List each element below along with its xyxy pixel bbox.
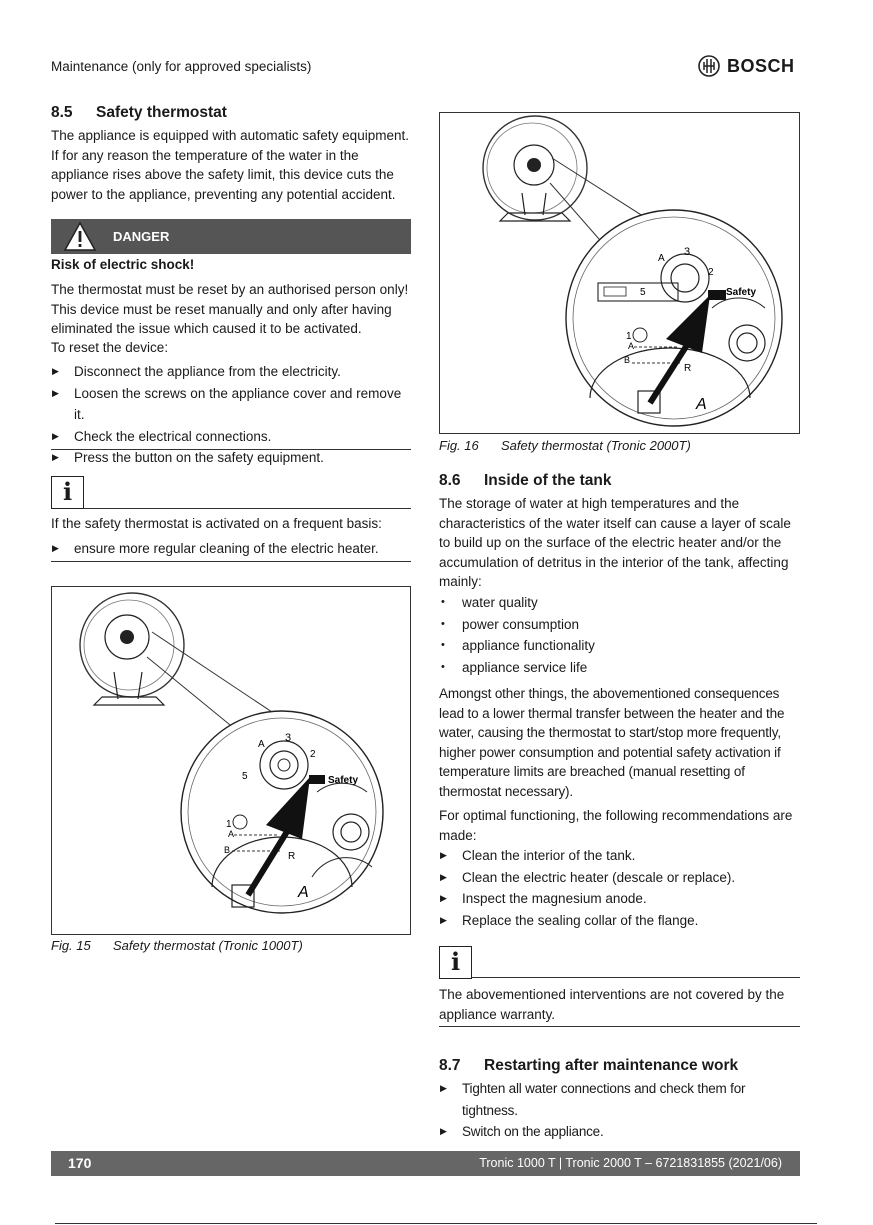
list-item: ▶ Inspect the magnesium anode. bbox=[439, 888, 800, 910]
warning-triangle-icon bbox=[63, 221, 97, 252]
fig15-label-b: B bbox=[224, 845, 231, 855]
list-item: ▶ Clean the electric heater (descale or replace). bbox=[439, 867, 800, 889]
thermostat-illustration-2000t bbox=[440, 113, 799, 433]
divider bbox=[472, 977, 800, 978]
section-8-5-intro: The appliance is equipped with automatic safety equipment. If for any reason the temperature of the water in the appliance rises above the safety limit, this device cuts the power to the appliance, preventing any potential accident. bbox=[51, 128, 409, 202]
fig15-label-2: 2 bbox=[310, 749, 316, 760]
fig15-label-a-big: A bbox=[298, 884, 309, 901]
list-item: ▶ Press the button on the safety equipment. bbox=[51, 447, 411, 469]
list-item: ▶ Loosen the screws on the appliance cover and remove it. bbox=[51, 383, 411, 426]
fig16-label-r: R bbox=[684, 363, 692, 374]
danger-banner bbox=[51, 219, 411, 254]
list-item: ▶ Tighten all water connections and check them for tightness. bbox=[439, 1078, 800, 1121]
page-footer bbox=[51, 1151, 800, 1176]
fig16-label-a-big: A bbox=[696, 396, 707, 413]
figure-15 bbox=[51, 586, 411, 935]
section-8-6-intro: The storage of water at high temperatures and the characteristics of the water itself can cause a layer of scale to build up on the surface of the electric heater and/or the accumulation of detritus in the interior of the tank, affecting mainly: bbox=[439, 496, 791, 589]
restart-steps bbox=[439, 1078, 800, 1143]
reset-intro: To reset the device: bbox=[51, 340, 169, 355]
fig16-label-a-wire: A bbox=[628, 341, 635, 351]
fig15-label-3: 3 bbox=[285, 732, 292, 744]
list-item: ▶ Disconnect the appliance from the electricity. bbox=[51, 361, 411, 383]
info-steps-8-5 bbox=[51, 538, 411, 560]
divider bbox=[84, 508, 411, 509]
divider bbox=[51, 561, 411, 562]
header-title: Maintenance (only for approved specialists) bbox=[51, 59, 312, 74]
list-item: ▶ Switch on the appliance. bbox=[439, 1121, 800, 1143]
fig15-label-safety: Safety bbox=[328, 775, 359, 786]
info-text-8-5: If the safety thermostat is activated on a frequent basis: bbox=[51, 516, 382, 531]
fig15-label-a-small: A bbox=[258, 739, 265, 750]
fig16-label-a-small: A bbox=[658, 253, 665, 264]
section-heading-8-7: 8.7 Restarting after maintenance work bbox=[439, 1057, 739, 1074]
document-reference: Tronic 1000 T | Tronic 2000 T – 6721831855 (2021/06) bbox=[479, 1156, 782, 1170]
bottom-divider bbox=[55, 1223, 817, 1224]
fig15-label-5: 5 bbox=[242, 771, 248, 782]
warning-text: The thermostat must be reset by an authorised person only! This device must be reset manually and only after having eliminated the issue which caused it to be activated. bbox=[51, 282, 409, 336]
list-item: • water quality bbox=[439, 592, 800, 614]
fig16-label-5: 5 bbox=[640, 287, 646, 298]
fig16-label-1: 1 bbox=[626, 331, 632, 342]
section-heading-8-5: 8.5 Safety thermostat bbox=[51, 104, 227, 121]
divider bbox=[51, 449, 411, 450]
list-item: ▶ Check the electrical connections. bbox=[51, 426, 411, 448]
affected-list bbox=[439, 592, 800, 678]
danger-label: DANGER bbox=[113, 229, 170, 244]
list-item: ▶ ensure more regular cleaning of the electric heater. bbox=[51, 538, 411, 560]
recommendations-intro: For optimal functioning, the following recommendations are made: bbox=[439, 808, 793, 843]
section-heading-8-6: 8.6 Inside of the tank bbox=[439, 472, 612, 489]
fig16-label-safety: Safety bbox=[726, 287, 757, 298]
info-icon: i bbox=[439, 946, 472, 979]
list-item: ▶ Replace the sealing collar of the flange. bbox=[439, 910, 800, 932]
list-item: • power consumption bbox=[439, 614, 800, 636]
warranty-note: The abovementioned interventions are not covered by the appliance warranty. bbox=[439, 987, 785, 1022]
consequences-text: Amongst other things, the abovementioned consequences lead to a lower thermal transfer between the heater and the water, causing the thermostat to start/stop more frequently, higher power consumption and potential safety activation if temperature limits are breached (manual resetting of thermostat necessary). bbox=[439, 686, 785, 799]
fig16-label-b: B bbox=[624, 355, 631, 365]
fig15-label-r: R bbox=[288, 851, 296, 862]
fig15-label-a-wire: A bbox=[228, 829, 235, 839]
thermostat-illustration-1000t bbox=[52, 587, 410, 934]
reset-steps bbox=[51, 361, 411, 469]
bosch-armature-icon bbox=[698, 55, 720, 77]
list-item: • appliance service life bbox=[439, 657, 800, 679]
brand-logo bbox=[698, 55, 795, 77]
page-number: 170 bbox=[68, 1155, 92, 1171]
risk-heading: Risk of electric shock! bbox=[51, 257, 195, 272]
fig16-label-2: 2 bbox=[708, 267, 714, 278]
list-item: ▶ Clean the interior of the tank. bbox=[439, 845, 800, 867]
divider bbox=[439, 1026, 800, 1027]
figure-15-caption: Fig. 15 Safety thermostat (Tronic 1000T) bbox=[51, 938, 303, 953]
info-icon: i bbox=[51, 476, 84, 509]
figure-16 bbox=[439, 112, 800, 434]
figure-16-caption: Fig. 16 Safety thermostat (Tronic 2000T) bbox=[439, 438, 691, 453]
list-item: • appliance functionality bbox=[439, 635, 800, 657]
recommendation-steps bbox=[439, 845, 800, 931]
fig15-label-1: 1 bbox=[226, 819, 232, 830]
brand-name: BOSCH bbox=[727, 55, 795, 76]
fig16-label-3: 3 bbox=[684, 246, 691, 258]
